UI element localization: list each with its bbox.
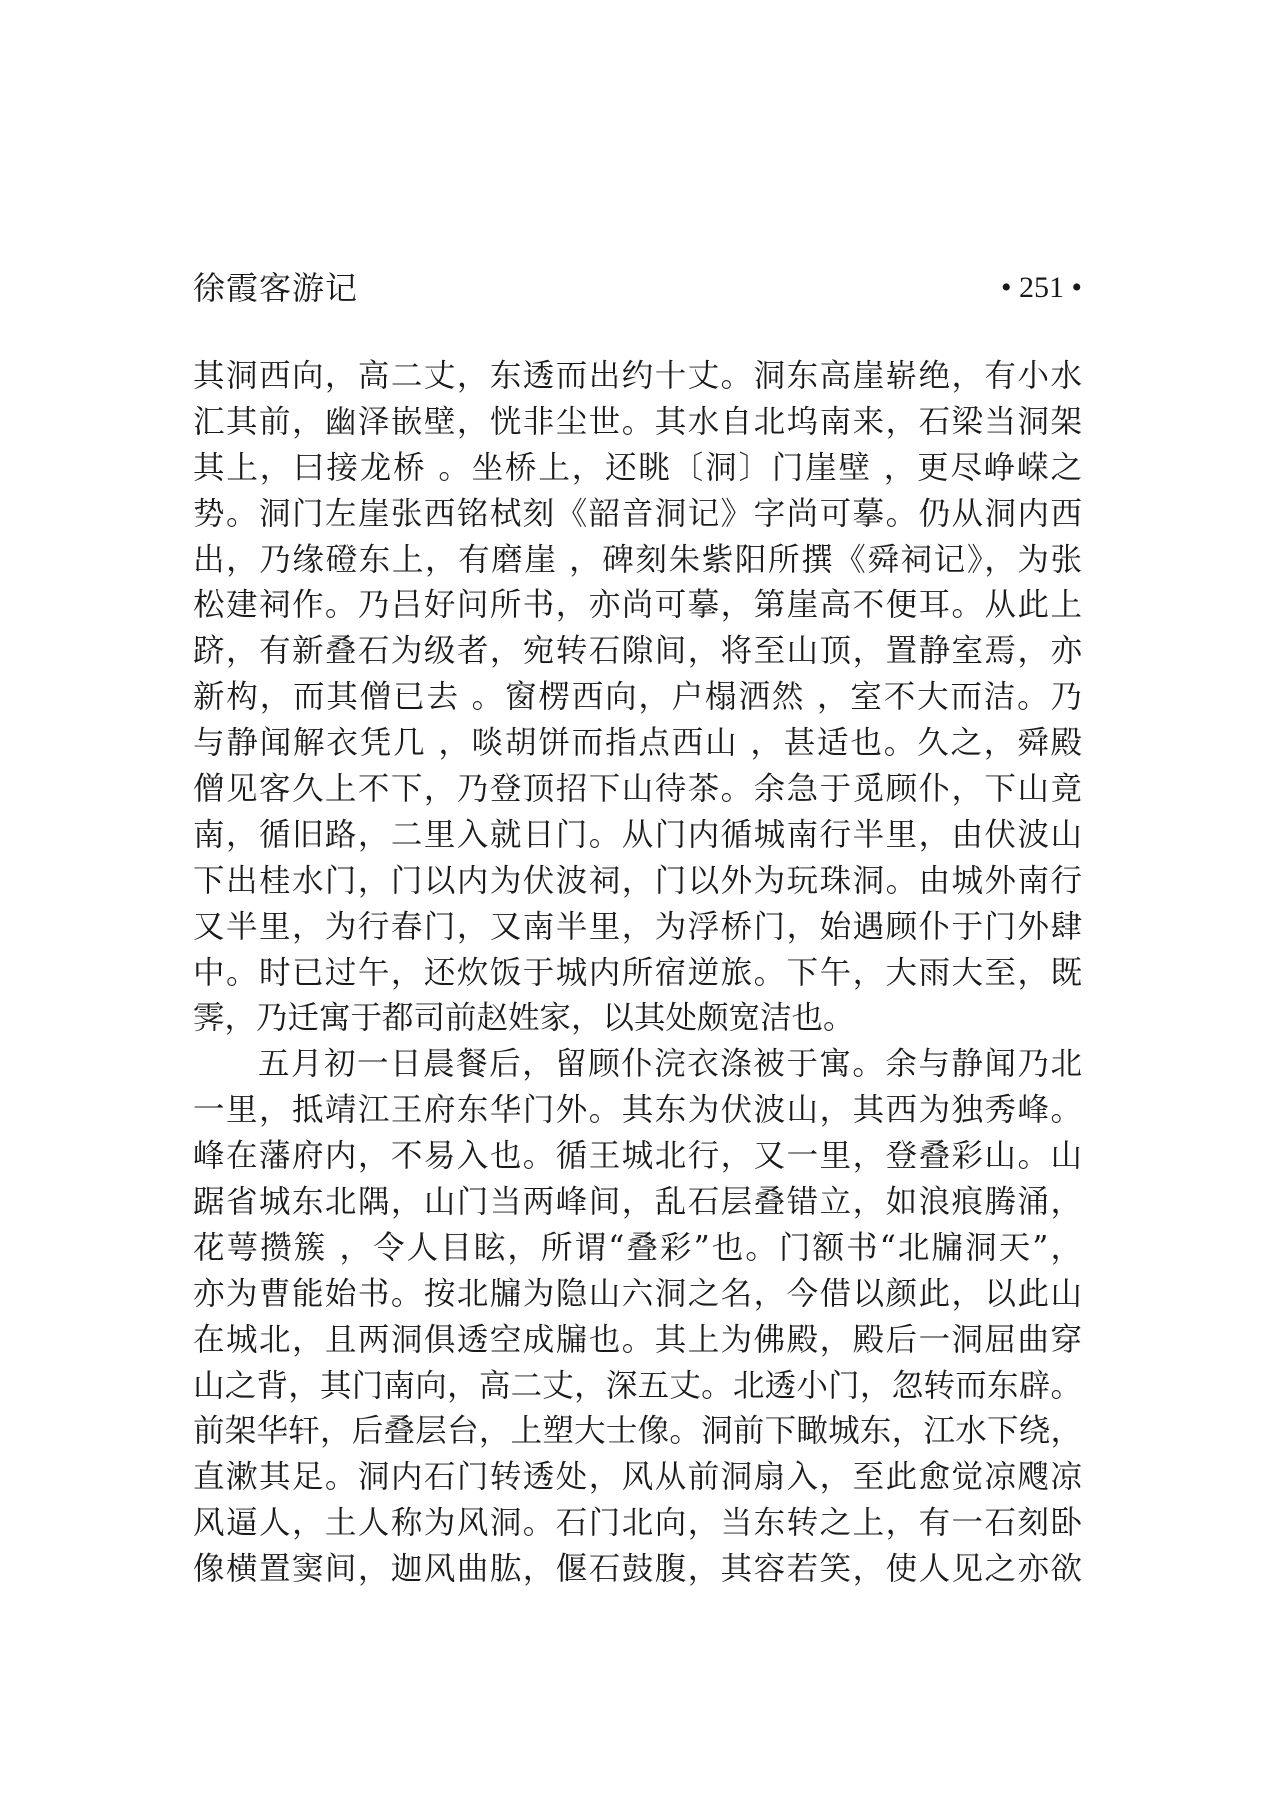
text-line: 在城北，且两洞俱透空成牖也。其上为佛殿，殿后一洞屈曲穿 (193, 1321, 1082, 1358)
text-line: 其洞西向，高二丈，东透而出约十丈。洞东高崖崭绝，有小水 (193, 358, 1082, 394)
text-line: 中。时已过午，还炊饭于城内所宿逆旅。下午，大雨大至，既 (193, 954, 1082, 991)
running-title: 徐霞客游记 (193, 269, 359, 307)
text-line: 势。洞门左崖张西铭栻刻《韶音洞记》字尚可摹。仍从洞内西 (193, 495, 1082, 532)
text-line: 前架华轩，后叠层台，上塑大士像。洞前下瞰城东，江水下绕， (193, 1413, 1082, 1450)
text-line: 与静闻解衣凭几 ，啖胡饼而指点西山 ，甚适也。久之，舜殿 (193, 725, 1082, 762)
text-line: 僧见客久上不下，乃登顶招下山待茶。余急于觅顾仆，下山竟 (193, 771, 1082, 808)
text-line: 亦为曹能始书。按北牖为隐山六洞之名，今借以颜此，以此山 (193, 1275, 1082, 1312)
paragraph-2 (193, 1042, 1082, 1593)
text-line: 山之背，其门南向，高二丈，深五丈。北透小门，忽转而东辟。 (193, 1367, 1082, 1404)
text-line: 踞省城东北隅，山门当两峰间，乱石层叠错立，如浪痕腾涌， (193, 1184, 1082, 1221)
text-line: 霁，乃迁寓于都司前赵姓家，以其处颇宽洁也。 (193, 1000, 855, 1037)
text-line: 像横置窦间，迦风曲肱，偃石鼓腹，其容若笑，使人见之亦欲 (193, 1551, 1082, 1588)
page-header (193, 266, 1082, 310)
paragraph-1 (193, 354, 1082, 1042)
text-body (193, 354, 1082, 1593)
text-line: 下出桂水门，门以内为伏波祠，门以外为玩珠洞。由城外南行 (193, 862, 1082, 899)
text-line: 松建祠作。乃吕好问所书，亦尚可摹，第崖高不便耳。从此上 (193, 587, 1082, 624)
text-line: 一里，抵靖江王府东华门外。其东为伏波山，其西为独秀峰。 (193, 1092, 1082, 1129)
text-line: 南，循旧路，二里入就日门。从门内循城南行半里，由伏波山 (193, 816, 1082, 853)
text-line: 新构，而其僧已去 。窗楞西向，户榻洒然 ，室不大而洁。乃 (193, 679, 1082, 716)
text-line: 又半里，为行春门，又南半里，为浮桥门，始遇顾仆于门外肆 (193, 908, 1082, 945)
page-number: • 251 • (1000, 271, 1082, 304)
text-line: 出，乃缘磴东上，有磨崖 ，碑刻朱紫阳所撰《舜祠记》，为张 (193, 541, 1082, 578)
text-line: 峰在藩府内，不易入也。循王城北行，又一里，登叠彩山。山 (193, 1138, 1082, 1175)
text-line: 风逼人，土人称为风洞。石门北向，当东转之上，有一石刻卧 (193, 1505, 1082, 1542)
text-line: 其上，曰接龙桥 。坐桥上，还眺〔洞〕门崖壁 ，更尽峥嵘之 (193, 449, 1082, 486)
text-line: 五月初一日晨餐后，留顾仆浣衣涤被于寓。余与静闻乃北 (258, 1046, 1082, 1083)
text-line: 直漱其足。洞内石门转透处，风从前洞扇入，至此愈觉凉飕凉 (193, 1459, 1082, 1496)
text-line: 汇其前，幽泽嵌壁，恍非尘世。其水自北坞南来，石梁当洞架 (193, 403, 1082, 440)
text-line: 跻，有新叠石为级者，宛转石隙间，将至山顶，置静室焉，亦 (193, 633, 1082, 670)
text-line: 花萼攒簇 ，令人目眩，所谓“叠彩”也。门额书“北牖洞天”， (193, 1229, 1082, 1266)
